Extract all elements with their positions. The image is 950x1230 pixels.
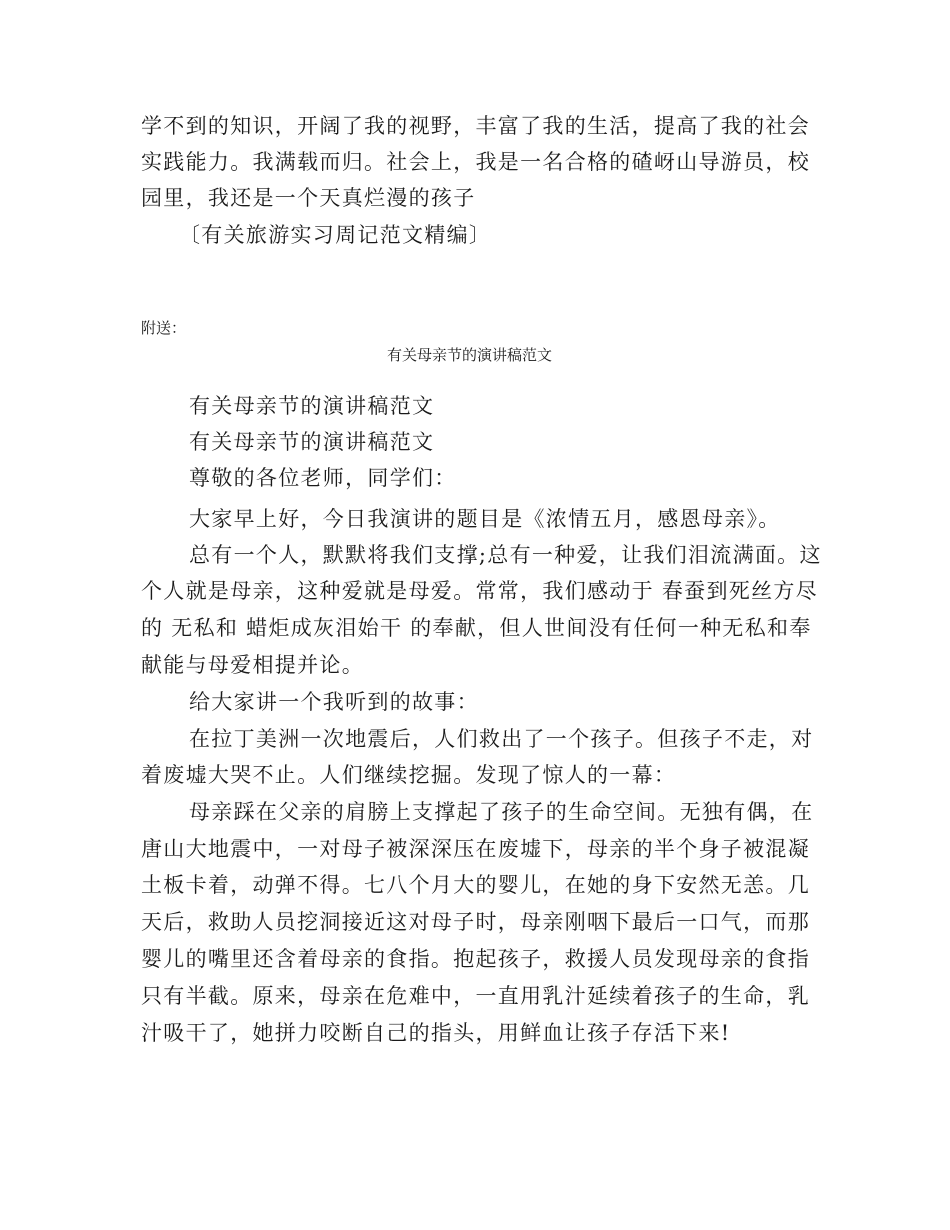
paragraph-line: 母亲踩在父亲的肩膀上支撑起了孩子的生命空间。无独有偶，在 — [189, 800, 814, 824]
paragraph-line: 在拉丁美洲一次地震后，人们救出了一个孩子。但孩子不走，对 — [189, 727, 814, 751]
paragraph-line: 给大家讲一个我听到的故事： — [189, 690, 479, 714]
appendix-label: 附送： — [141, 319, 187, 337]
paragraph-line: 大家早上好，今日我演讲的题目是《浓情五月，感恩母亲》。 — [189, 507, 781, 531]
paragraph-line: 汁吸干了，她拼力咬断自己的指头，用鲜血让孩子存活下来! — [141, 1021, 731, 1045]
paragraph-line: 实践能力。我满载而归。社会上，我是一名合格的碴岈山导游员，校 — [141, 150, 810, 174]
paragraph-line: 着废墟大哭不止。人们继续挖掘。发现了惊人的一幕： — [141, 763, 677, 787]
paragraph-line: 献能与母爱相提并论。 — [141, 653, 364, 677]
paragraph-line: 唐山大地震中，一对母子被深深压在废墟下，母亲的半个身子被混凝 — [141, 837, 810, 861]
paragraph-line: 总有一个人，默默将我们支撑;总有一种爱，让我们泪流满面。这 — [189, 543, 822, 567]
paragraph-line: 学不到的知识，开阔了我的视野，丰富了我的生活，提高了我的社会 — [141, 114, 810, 138]
paragraph-line: 个人就是母亲，这种爱就是母爱。常常，我们感动于 春蚕到死丝方尽 — [141, 579, 818, 603]
paragraph-line: 只有半截。原来，母亲在危难中，一直用乳汁延续着孩子的生命，乳 — [141, 984, 810, 1008]
paragraph-line: 有关母亲节的演讲稿范文 — [189, 430, 435, 454]
section-title: 有关母亲节的演讲稿范文 — [387, 346, 553, 364]
paragraph-line: 婴儿的嘴里还含着母亲的食指。抱起孩子，救援人员发现母亲的食指 — [141, 947, 810, 971]
paragraph-line: 有关母亲节的演讲稿范文 — [189, 394, 435, 418]
paragraph-line: 的 无私和 蜡炬成灰泪始干 的奉献，但人世间没有任何一种无私和奉 — [141, 616, 812, 640]
paragraph-line: 园里，我还是一个天真烂漫的孩子 — [141, 186, 476, 210]
paragraph-line: 尊敬的各位老师，同学们： — [189, 466, 457, 490]
article-title-note: 〔有关旅游实习周记范文精编〕 — [179, 223, 492, 247]
paragraph-line: 土板卡着，动弹不得。七八个月大的婴儿，在她的身下安然无恙。几 — [141, 873, 810, 897]
paragraph-line: 天后，救助人员挖洞接近这对母子时，母亲刚咽下最后一口气，而那 — [141, 910, 810, 934]
